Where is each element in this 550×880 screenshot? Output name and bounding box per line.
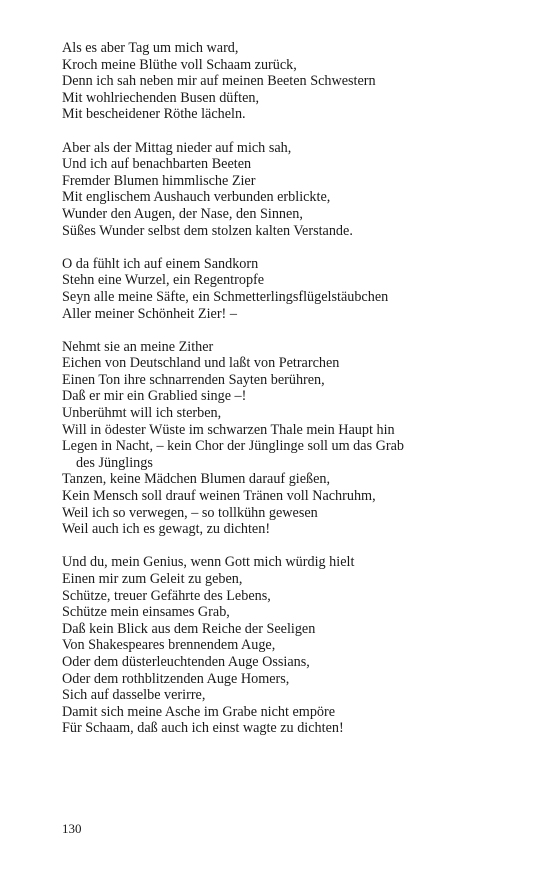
poem-line: Kroch meine Blüthe voll Schaam zurück, — [62, 56, 297, 73]
poem-line: Mit englischem Aushauch verbunden erblickte, — [62, 189, 331, 206]
poem-line: Weil auch ich es gewagt, zu dichten! — [62, 521, 271, 538]
poem-line: Daß er mir ein Grablied singe –! — [62, 388, 247, 405]
poem-line: Nehmt sie an meine Zither — [62, 338, 214, 355]
poem-text — [62, 40, 502, 754]
page-number: 130 — [62, 821, 82, 836]
poem-line: Daß kein Blick aus dem Reiche der Seeligen — [62, 620, 316, 637]
poem-line: Von Shakespeares brennendem Auge, — [62, 637, 276, 654]
poem-line: Weil ich so verwegen, – so tollkühn gewesen — [62, 504, 318, 521]
poem-line: Einen mir zum Geleit zu geben, — [62, 571, 243, 587]
poem-line: Tanzen, keine Mädchen Blumen darauf gießen, — [62, 471, 331, 488]
poem-line: O da fühlt ich auf einem Sandkorn — [62, 255, 259, 272]
poem-line: Als es aber Tag um mich ward, — [62, 40, 239, 56]
poem-line-continuation: des Jünglings — [76, 454, 153, 471]
stanza-4 — [62, 339, 502, 538]
poem-line: Eichen von Deutschland und laßt von Petrarchen — [62, 355, 340, 372]
poem-line: Damit sich meine Asche im Grabe nicht empöre — [62, 703, 336, 720]
poem-line: Einen Ton ihre schnarrenden Sayten berühren, — [62, 371, 325, 388]
poem-line: Denn ich sah neben mir auf meinen Beeten Schwestern — [62, 73, 376, 90]
poem-line: Schütze, treuer Gefährte des Lebens, — [62, 587, 271, 604]
poem-line: Aber als der Mittag nieder auf mich sah, — [62, 139, 292, 156]
poem-line: Wunder den Augen, der Nase, den Sinnen, — [62, 205, 303, 222]
poem-line: Sich auf dasselbe verirre, — [62, 687, 206, 704]
poem-line: Mit bescheidener Röthe lächeln. — [62, 106, 246, 123]
poem-line: Unberühmt will ich sterben, — [62, 405, 222, 422]
poem-line: Fremder Blumen himmlische Zier — [62, 172, 256, 189]
poem-line: Legen in Nacht, – kein Chor der Jünglinge soll um das Grab — [62, 438, 405, 455]
stanza-3 — [62, 256, 502, 322]
poem-line: Seyn alle meine Säfte, ein Schmetterlingsflügelstäubchen — [62, 288, 389, 305]
poem-line: Kein Mensch soll drauf weinen Tränen voll Nachruhm, — [62, 488, 376, 505]
poem-line: Mit wohlriechenden Busen düften, — [62, 89, 260, 106]
stanza-1 — [62, 40, 502, 123]
poem-line: Aller meiner Schönheit Zier! – — [62, 305, 237, 322]
poem-line: Oder dem düsterleuchtenden Auge Ossians, — [62, 653, 310, 670]
stanza-5 — [62, 554, 502, 737]
poem-line: Und du, mein Genius, wenn Gott mich würdig hielt — [62, 554, 355, 571]
poem-line: Süßes Wunder selbst dem stolzen kalten Verstande. — [62, 222, 353, 239]
stanza-2 — [62, 140, 502, 240]
poem-line: Oder dem rothblitzenden Auge Homers, — [62, 670, 290, 687]
poem-line: Stehn eine Wurzel, ein Regentropfe — [62, 272, 265, 289]
poem-line: Für Schaam, daß auch ich einst wagte zu dichten! — [62, 720, 344, 737]
poem-line: Will in ödester Wüste im schwarzen Thale mein Haupt hin — [62, 421, 395, 438]
poem-line: Schütze mein einsames Grab, — [62, 604, 230, 621]
poem-line: Und ich auf benachbarten Beeten — [62, 156, 252, 173]
